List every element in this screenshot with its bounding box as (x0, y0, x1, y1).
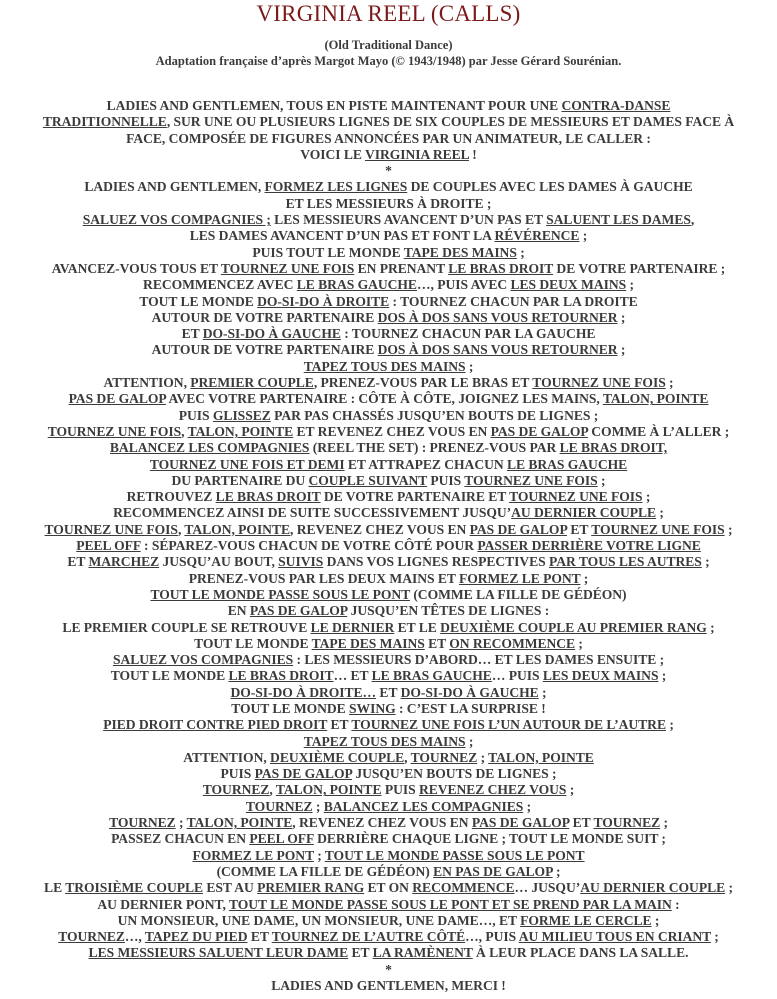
figure-term: CONTRA-DANSE (561, 98, 671, 113)
call-text: RECOMMENCEZ AVEC (143, 277, 297, 293)
figure-term: TRADITIONNELLE (42, 114, 167, 130)
figure-term: LE BRAS DROIT (448, 260, 554, 276)
call-text: , SUR UNE OU PLUSIEURS LIGNES DE SIX COUPLES DE MESSIEURS ET DAMES FACE À (166, 114, 735, 130)
figure-term: SALUEZ VOS COMPAGNIES ; (82, 212, 271, 228)
figure-term: TALON, POINTE (184, 521, 290, 537)
call-line (0, 603, 777, 619)
call-text: ET (566, 521, 592, 537)
call-line (0, 310, 777, 326)
call-text: ; (477, 749, 489, 765)
call-text: TOUT LE MONDE (110, 668, 229, 684)
figure-term: FORMEZ LE PONT (458, 570, 581, 586)
call-text: : TOURNEZ CHACUN PAR LA DROITE (389, 293, 638, 309)
figure-term: LES DEUX MAINS (510, 277, 627, 293)
call-text: AUTOUR DE VOTRE PARTENAIRE (151, 342, 378, 358)
call-text: ; (523, 798, 532, 814)
call-line (0, 114, 777, 130)
figure-term: LES DEUX MAINS (542, 668, 659, 684)
call-text: ; (313, 847, 325, 863)
call-line (0, 98, 777, 114)
call-text: : SÉPAREZ-VOUS CHACUN DE VOTRE CÔTÉ POUR (140, 538, 478, 554)
call-text: PUIS (220, 766, 255, 782)
figure-term: TOURNEZ UNE FOIS (47, 423, 182, 439)
figure-term: BALANCEZ LES COMPAGNIES (323, 798, 524, 814)
figure-term: BALANCEZ LES COMPAGNIES (109, 440, 310, 456)
figure-term: TOURNEZ UNE FOIS ET DEMI (149, 456, 345, 472)
call-text: , (269, 782, 276, 798)
call-text: ; (617, 309, 626, 325)
figure-term: DOS À DOS SANS VOUS RETOURNER (377, 309, 618, 325)
document-title: VIRGINIA REEL (CALLS) (256, 1, 521, 26)
call-line (0, 245, 777, 261)
call-line (0, 147, 777, 163)
call-text: ET (181, 326, 203, 342)
call-text: ; (552, 863, 561, 879)
figure-term: FORME LE CERCLE (520, 912, 652, 928)
call-text: DE VOTRE PARTENAIRE ; (553, 260, 726, 276)
figure-term: TAPE DES MAINS (403, 244, 517, 260)
call-text: DANS VOS LIGNES RESPECTIVES (323, 554, 550, 570)
call-text: , PRENEZ-VOUS PAR LE BRAS ET (313, 375, 533, 391)
call-text: DE VOTRE PARTENAIRE ET (320, 489, 510, 505)
call-line (0, 228, 777, 244)
call-line (0, 750, 777, 766)
call-line (0, 179, 777, 195)
figure-term: VIRGINIA REEL (364, 146, 469, 162)
figure-term: SUIVIS (278, 554, 324, 570)
figure-term: COUPLE SUIVANT (308, 472, 428, 488)
call-text: …, (124, 929, 145, 945)
call-text: ; (465, 358, 474, 374)
figure-term: PIED DROIT CONTRE PIED DROIT (103, 717, 328, 733)
call-line (0, 391, 777, 407)
figure-term: AU DERNIER COUPLE (580, 880, 726, 896)
call-text: ; (642, 489, 651, 505)
figure-term: PEEL OFF (76, 538, 141, 554)
call-line (0, 620, 777, 636)
call-text: À LEUR PLACE DANS LA SALLE. (472, 945, 689, 961)
figure-term: PAS DE GALOP (254, 766, 352, 782)
call-text: VOICI LE (300, 146, 365, 162)
figure-term: LE BRAS GAUCHE (296, 277, 417, 293)
call-text: (COMME LA FILLE DE GÉDÉON) (216, 863, 434, 879)
call-line (0, 326, 777, 342)
call-text: EN (227, 603, 250, 619)
call-text: ; (538, 684, 547, 700)
figure-term: TAPEZ TOUS DES MAINS (303, 733, 466, 749)
call-line (0, 261, 777, 277)
call-text: COMME À L’ALLER ; (587, 423, 730, 439)
call-text: ; (626, 277, 634, 293)
figure-term: MARCHEZ (88, 554, 160, 570)
call-line (0, 538, 777, 554)
figure-term: TAPEZ TOUS DES MAINS (303, 358, 466, 374)
figure-term: SALUENT LES DAMES (546, 212, 691, 228)
figure-term: LES MESSIEURS SALUENT LEUR DAME (88, 945, 349, 961)
call-text: LES DAMES AVANCENT D’UN PAS ET FONT LA (189, 228, 495, 244)
call-text: , REVENEZ CHEZ VOUS EN (292, 815, 472, 831)
call-text: ET LE (394, 619, 441, 635)
call-text: , REVENEZ CHEZ VOUS EN (290, 521, 470, 537)
call-line (0, 277, 777, 293)
call-line (0, 473, 777, 489)
call-text: ; (724, 521, 733, 537)
figure-term: DOS À DOS SANS VOUS RETOURNER (377, 342, 618, 358)
call-text: DU PARTENAIRE DU (171, 472, 309, 488)
figure-term: AU DERNIER COUPLE (511, 505, 657, 521)
call-text: … PUIS (491, 668, 543, 684)
figure-term: PAS DE GALOP (469, 521, 567, 537)
call-text: ; (656, 505, 664, 521)
figure-term: RECOMMENCE (412, 880, 515, 896)
call-line (0, 131, 777, 147)
call-line (0, 359, 777, 375)
figure-term: TOURNEZ (593, 815, 661, 831)
call-line (0, 489, 777, 505)
adaptation-credit: Adaptation française d’après Margot Mayo (© 1943/1948) par Jesse Gérard Sourénian. (155, 54, 622, 68)
call-line (0, 815, 777, 831)
call-text: ET ATTRAPEZ CHACUN (344, 456, 507, 472)
figure-term: PAS DE GALOP (471, 815, 570, 831)
figure-term: LE BRAS DROIT (215, 489, 321, 505)
call-line (0, 929, 777, 945)
figure-term: TOUT LE MONDE PASSE SOUS LE PONT (324, 847, 585, 863)
call-text: ; (658, 668, 667, 684)
figure-term: TOURNEZ UNE FOIS (509, 489, 643, 505)
figure-term: TALON, POINTE (186, 815, 293, 831)
call-text: ; (312, 798, 324, 814)
call-text: … ET (333, 668, 372, 684)
call-line (0, 913, 777, 929)
figure-term: DEUXIÈME COUPLE AU PREMIER RANG (440, 619, 707, 635)
call-text: ; (175, 815, 187, 831)
figure-term: DEUXIÈME COUPLE (270, 749, 405, 765)
figure-term: DO-SI-DO À DROITE (257, 293, 390, 309)
call-line (0, 864, 777, 880)
call-line (0, 505, 777, 521)
call-text: …, PUIS (465, 929, 519, 945)
call-line (0, 587, 777, 603)
call-text: ; (579, 228, 588, 244)
call-line (0, 342, 777, 358)
call-line (0, 897, 777, 913)
figure-term: AU MILIEU TOUS EN CRIANT (518, 929, 711, 945)
call-text: * (385, 961, 392, 977)
call-text: TOUT LE MONDE (139, 293, 258, 309)
call-text: AVANCEZ-VOUS TOUS ET (51, 260, 221, 276)
figure-term: PAR TOUS LES AUTRES (549, 554, 702, 570)
figure-term: SALUEZ VOS COMPAGNIES (112, 652, 294, 668)
figure-term: TOUT LE MONDE PASSE SOUS LE PONT (150, 586, 410, 602)
call-text: , (181, 423, 188, 439)
call-text: EST AU (203, 880, 258, 896)
call-line (0, 212, 777, 228)
figure-term: TAPEZ DU PIED (144, 929, 248, 945)
call-text: , (690, 212, 695, 228)
call-text: ; (580, 570, 589, 586)
call-text: (COMME LA FILLE DE GÉDÉON) (409, 586, 627, 602)
call-text: PUIS (381, 782, 419, 798)
call-text: ! (468, 146, 477, 162)
call-text: ; (465, 733, 474, 749)
call-line (0, 978, 777, 994)
figure-term: TOURNEZ (58, 929, 125, 945)
figure-term: DO-SI-DO À DROITE… (230, 684, 377, 700)
figure-term: GLISSEZ (212, 407, 271, 423)
call-text: ET (569, 815, 594, 831)
figure-term: LE DERNIER (310, 619, 395, 635)
call-text: ; (665, 717, 674, 733)
figure-term: TALON, POINTE (602, 391, 709, 407)
call-line (0, 571, 777, 587)
call-text: TOUT LE MONDE (194, 635, 312, 651)
call-line (0, 636, 777, 652)
figure-term: LA RAMÈNENT (372, 945, 473, 961)
call-text: ; (701, 554, 710, 570)
figure-term: LE BRAS DROIT (228, 668, 334, 684)
call-text: PUIS (178, 407, 213, 423)
figure-term: TALON, POINTE (275, 782, 382, 798)
call-line (0, 522, 777, 538)
call-text: ET REVENEZ CHEZ VOUS EN (293, 423, 491, 439)
figure-term: LE BRAS GAUCHE (371, 668, 492, 684)
call-text: …, PUIS AVEC (416, 277, 511, 293)
call-text: AUTOUR DE VOTRE PARTENAIRE (151, 309, 378, 325)
call-text: : TOURNEZ CHACUN PAR LA GAUCHE (340, 326, 596, 342)
figure-term: FORMEZ LES LIGNES (264, 179, 408, 195)
call-line (0, 408, 777, 424)
call-text: ATTENTION, (183, 749, 271, 765)
call-line (0, 668, 777, 684)
call-text: LE PREMIER COUPLE SE RETROUVE (62, 619, 311, 635)
figure-term: DO-SI-DO À GAUCHE (400, 684, 539, 700)
call-text: DE COUPLES AVEC LES DAMES À GAUCHE (407, 179, 693, 195)
call-line (0, 685, 777, 701)
figure-term: TOURNEZ (245, 798, 313, 814)
call-text: … JUSQU’ (514, 880, 581, 896)
call-text: , (177, 521, 185, 537)
call-line (0, 554, 777, 570)
figure-term: LE BRAS GAUCHE (506, 456, 628, 472)
call-text: AVEC VOTRE PARTENAIRE : CÔTE À CÔTE, JOIGNEZ LES MAINS, (165, 391, 603, 407)
call-line (0, 831, 777, 847)
figure-term: TALON, POINTE (488, 749, 594, 765)
call-text: ET (247, 929, 272, 945)
call-text: ET LES MESSIEURS À DROITE ; (285, 195, 492, 211)
figure-term: PREMIER RANG (257, 880, 365, 896)
call-line (0, 375, 777, 391)
call-text: ; (706, 619, 715, 635)
figure-term: TOUT LE MONDE PASSE SOUS LE PONT ET SE PREND PAR LA MAIN (228, 896, 672, 912)
figure-term: TOURNEZ (202, 782, 270, 798)
call-line (0, 962, 777, 978)
figure-term: SWING (349, 700, 396, 716)
call-line (0, 440, 777, 456)
call-text: ; (660, 815, 668, 831)
call-text: EN PRENANT (354, 260, 449, 276)
call-text: , (404, 749, 411, 765)
figure-term: ON RECOMMENCE (449, 635, 576, 651)
call-text: ; (651, 912, 660, 928)
call-text: (REEL THE SET) : PRENEZ-VOUS PAR (309, 440, 560, 456)
figure-term: DO-SI-DO À GAUCHE (202, 326, 341, 342)
call-text: ET (424, 635, 450, 651)
call-line (0, 717, 777, 733)
call-text: ; (710, 929, 719, 945)
call-text: FACE, COMPOSÉE DE FIGURES ANNONCÉES PAR UN ANIMATEUR, LE CALLER : (126, 130, 651, 146)
call-line (0, 766, 777, 782)
figure-term: TOURNEZ UNE FOIS (220, 260, 355, 276)
figure-term: EN PAS DE GALOP (433, 863, 553, 879)
figure-term: TAPE DES MAINS (311, 635, 425, 651)
figure-term: TROISIÈME COUPLE (65, 880, 203, 896)
call-line (0, 163, 777, 179)
call-text: ATTENTION, (103, 375, 191, 391)
call-text: * (385, 163, 392, 179)
call-text: LADIES AND GENTLEMEN, (84, 179, 265, 195)
figure-term: RÉVÉRENCE (494, 228, 580, 244)
call-text: ; (566, 782, 575, 798)
call-text: PASSEZ CHACUN EN (111, 831, 250, 847)
call-line (0, 945, 777, 961)
figure-term: PEEL OFF (249, 831, 314, 847)
call-text: PAR PAS CHASSÉS JUSQU’EN BOUTS DE LIGNES ; (270, 407, 599, 423)
figure-term: TOURNEZ (410, 749, 478, 765)
call-text: : C’EST LA SURPRISE ! (395, 700, 546, 716)
call-text: ET ON (364, 880, 413, 896)
figure-term: PAS DE GALOP (249, 603, 348, 619)
call-text: PUIS (427, 472, 465, 488)
call-line (0, 734, 777, 750)
call-text: LES MESSIEURS AVANCENT D’UN PAS ET (270, 212, 547, 228)
call-text: LADIES AND GENTLEMEN, MERCI ! (271, 978, 506, 994)
call-text: AU DERNIER PONT, (97, 896, 229, 912)
figure-term: TOURNEZ UNE FOIS L’UN AUTOUR DE L’AUTRE (351, 717, 666, 733)
call-text: JUSQU’EN TÊTES DE LIGNES : (347, 603, 550, 619)
call-text: ET (348, 945, 373, 961)
call-text: ; (597, 472, 606, 488)
call-text: JUSQU’AU BOUT, (159, 554, 279, 570)
call-text: : (671, 896, 680, 912)
call-text: ; (575, 635, 583, 651)
figure-term: PASSER DERRIÈRE VOTRE LIGNE (477, 538, 701, 554)
call-text: RETROUVEZ (126, 489, 216, 505)
figure-term: TALON, POINTE (187, 423, 294, 439)
call-text: ET (376, 684, 401, 700)
call-line (0, 880, 777, 896)
call-text: TOUT LE MONDE (231, 700, 350, 716)
call-text: PUIS TOUT LE MONDE (252, 244, 404, 260)
figure-term: LE BRAS DROIT, (559, 440, 668, 456)
call-text: UN MONSIEUR, UNE DAME, UN MONSIEUR, UNE DAME…, ET (117, 912, 521, 928)
call-line (0, 782, 777, 798)
call-line (0, 457, 777, 473)
call-text: ET (67, 554, 89, 570)
figure-term: TOURNEZ (109, 815, 176, 831)
call-line (0, 799, 777, 815)
call-line (0, 701, 777, 717)
figure-term: FORMEZ LE PONT (192, 847, 314, 863)
call-line (0, 196, 777, 212)
figure-term: REVENEZ CHEZ VOUS (418, 782, 567, 798)
call-text: ; (725, 880, 733, 896)
figure-term: PAS DE GALOP (490, 423, 588, 439)
call-text: LE (44, 880, 66, 896)
call-text: DERRIÈRE CHAQUE LIGNE ; TOUT LE MONDE SUIT ; (313, 831, 666, 847)
call-line (0, 652, 777, 668)
figure-term: PREMIER COUPLE (190, 375, 314, 391)
call-text: ; (516, 244, 525, 260)
call-text: RECOMMENCEZ AINSI DE SUITE SUCCESSIVEMENT JUSQU’ (113, 505, 512, 521)
figure-term: TOURNEZ UNE FOIS (464, 472, 598, 488)
figure-term: TOURNEZ UNE FOIS (532, 375, 666, 391)
figure-term: PAS DE GALOP (68, 391, 166, 407)
call-text: PRENEZ-VOUS PAR LES DEUX MAINS ET (188, 570, 459, 586)
figure-term: TOURNEZ UNE FOIS (44, 521, 178, 537)
call-text: : LES MESSIEURS D’ABORD… ET LES DAMES ENSUITE ; (293, 652, 665, 668)
call-text: ET (327, 717, 352, 733)
figure-term: TOURNEZ DE L’AUTRE CÔTÉ (271, 929, 466, 945)
call-text: LADIES AND GENTLEMEN, TOUS EN PISTE MAINTENANT POUR UNE (106, 98, 562, 113)
document-subtitle: (Old Traditional Dance) (324, 38, 453, 52)
call-line (0, 424, 777, 440)
calls-text (0, 98, 777, 994)
call-line (0, 848, 777, 864)
call-text: ; (617, 342, 626, 358)
call-text: JUSQU’EN BOUTS DE LIGNES ; (351, 766, 557, 782)
call-line (0, 294, 777, 310)
figure-term: TOURNEZ UNE FOIS (591, 521, 725, 537)
call-text: ; (665, 375, 674, 391)
